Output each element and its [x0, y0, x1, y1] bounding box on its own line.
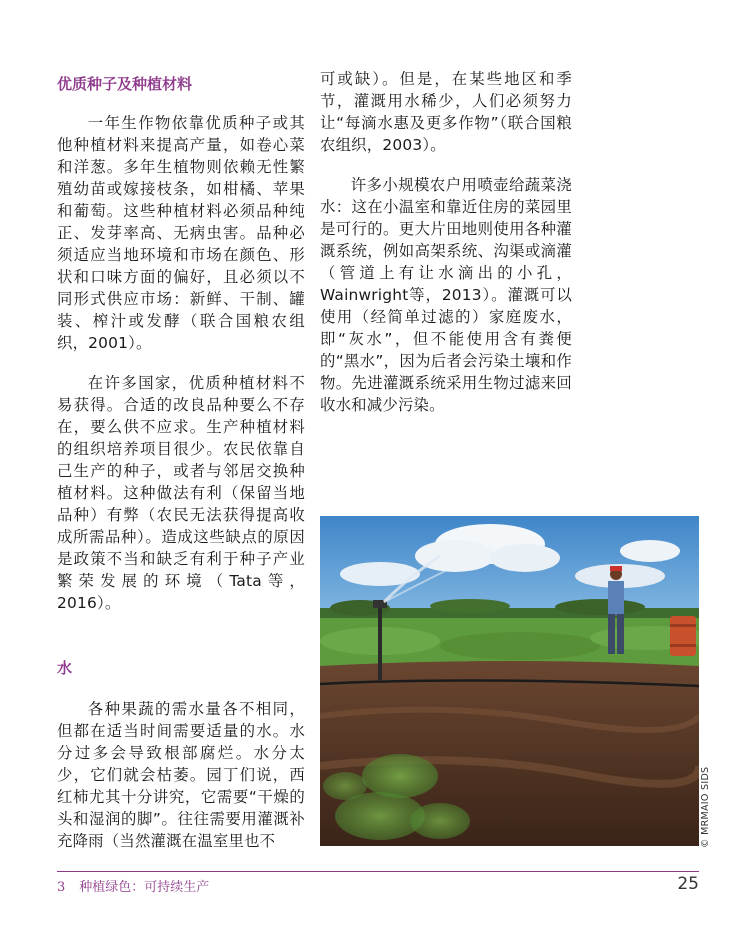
water-paragraph-1-continued: 可或缺）。但是，在某些地区和季节，灌溉用水稀少，人们必须努力让“每滴水惠及更多作物”（联合国粮农组织，2003）。: [320, 70, 572, 154]
irrigation-field-photo: [320, 516, 699, 846]
seeds-paragraph-2: 在许多国家，优质种植材料不易获得。合适的改良品种要么不存在，要么供不应求。生产种植材料的组织培养项目很少。农民依靠自己生产的种子，或者与邻居交换种植材料。这种做法有利（保留当地品种）有弊（农民无法获得提高收成所需品种）。造成这些缺点的原因是政策不当和缺乏有利于种子产业繁荣发展的环境（Tata等，2016）。: [57, 374, 305, 612]
page-number: 25: [677, 874, 699, 894]
water-paragraph-1-start: 各种果蔬的需水量各不相同，但都在适当时间需要适量的水。水分过多会导致根部腐烂。水分太少，它们就会枯萎。园丁们说，西红柿尤其十分讲究，它需要“干燥的头和湿润的脚”。往往需要用灌溉补充降雨（当然灌溉在温室里也不: [57, 700, 305, 850]
footer-chapter-title: 种植绿色：可持续生产: [79, 880, 210, 895]
section-heading-seeds: 优质种子及种植材料: [57, 75, 193, 93]
left-column: [57, 68, 305, 614]
footer-divider: [57, 871, 699, 872]
footer-chapter-number: 3: [57, 880, 66, 895]
water-paragraph-2: 许多小规模农户用喷壶给蔬菜浇水：这在小温室和靠近住房的菜园里是可行的。更大片田地则使用各种灌溉系统，例如高架系统、沟渠或滴灌（管道上有让水滴出的小孔，Wainwright等，2013）。灌溉可以使用（经简单过滤的）家庭废水，即“灰水”，但不能使用含有粪便的“黑水”，因为后者会污染土壤和作物。先进灌溉系统采用生物过滤来回收水和减少污染。: [320, 176, 572, 414]
section-heading-water: 水: [57, 659, 73, 677]
footer-chapter-label: [57, 876, 209, 895]
left-column-water: [57, 698, 305, 852]
seeds-paragraph-1: 一年生作物依靠优质种子或其他种植材料来提高产量，如卷心菜和洋葱。多年生植物则依赖无性繁殖幼苗或嫁接枝条，如柑橘、苹果和葡萄。这些种植材料必须品种纯正、发芽率高、无病虫害。品种必须适应当地环境和市场在颜色、形状和口味方面的偏好，且必须以不同形式供应市场：新鲜、干制、罐装、榨汁或发酵（联合国粮农组织，2001）。: [57, 114, 305, 352]
right-column: [320, 68, 572, 416]
photo-credit: © MRMAIO SIDS: [700, 766, 711, 848]
